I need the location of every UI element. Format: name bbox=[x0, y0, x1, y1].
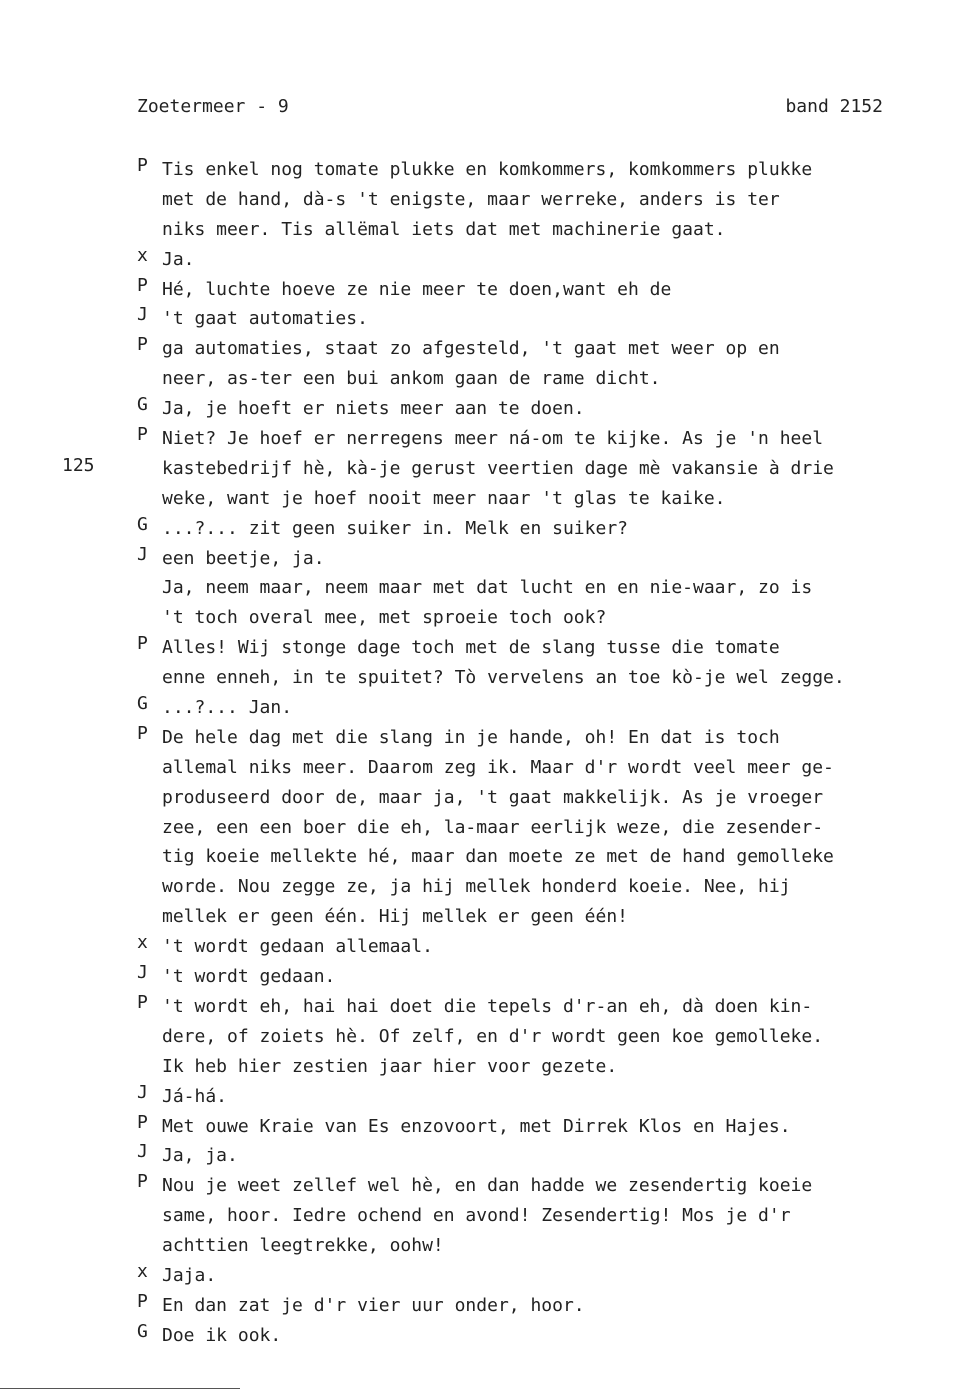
utterance-text bbox=[162, 1082, 953, 1112]
speaker-label: P bbox=[137, 1290, 148, 1312]
utterance bbox=[137, 693, 953, 723]
utterance-text bbox=[162, 932, 953, 962]
text-line: Ja. bbox=[162, 248, 195, 270]
speaker-label: G bbox=[137, 1320, 148, 1342]
speaker-label: P bbox=[137, 334, 148, 356]
speaker-label: J bbox=[137, 1081, 148, 1103]
text-line: zee, een een boer die eh, la-maar eerlijk weze, die zesender- bbox=[162, 816, 824, 838]
speaker-label: x bbox=[137, 1260, 148, 1282]
utterance-text bbox=[162, 1321, 953, 1351]
utterance bbox=[137, 633, 953, 693]
text-line: 't gaat automaties. bbox=[162, 308, 368, 330]
utterance bbox=[137, 304, 953, 334]
text-line: achttien leegtrekke, oohw! bbox=[162, 1235, 444, 1257]
text-line: Ja, neem maar, neem maar met dat lucht en en nie-waar, zo is bbox=[162, 577, 813, 599]
margin-line-number: 125 bbox=[62, 455, 95, 476]
speaker-label: J bbox=[137, 1141, 148, 1163]
speaker-label: P bbox=[137, 722, 148, 744]
text-line: weke, want je hoef nooit meer naar 't glas te kaike. bbox=[162, 487, 726, 509]
speaker-label: P bbox=[137, 1171, 148, 1193]
text-line: 't wordt gedaan. bbox=[162, 966, 336, 988]
utterance bbox=[137, 514, 953, 544]
utterance-text bbox=[162, 275, 953, 305]
utterance-text bbox=[162, 693, 953, 723]
utterance-text bbox=[162, 1261, 953, 1291]
text-line: Tis enkel nog tomate plukke en komkommers, komkommers plukke bbox=[162, 159, 813, 180]
utterance-text bbox=[162, 514, 953, 544]
document-title: Zoetermeer - 9 bbox=[137, 96, 289, 117]
speaker-label: P bbox=[137, 274, 148, 296]
speaker-label: P bbox=[137, 991, 148, 1013]
text-line: Hé, luchte hoeve ze nie meer te doen,want eh de bbox=[162, 278, 672, 300]
text-line: Ik heb hier zestien jaar hier voor gezete. bbox=[162, 1055, 618, 1077]
speaker-label: P bbox=[137, 424, 148, 446]
utterance-text bbox=[162, 245, 953, 275]
speaker-label: x bbox=[137, 932, 148, 954]
text-line: mellek er geen één. Hij mellek er geen één! bbox=[162, 906, 628, 928]
text-line: ...?... zit geen suiker in. Melk en suiker? bbox=[162, 517, 628, 539]
utterance-text bbox=[162, 633, 953, 693]
utterance bbox=[137, 245, 953, 275]
utterance-text bbox=[162, 1171, 953, 1261]
text-line: Met ouwe Kraie van Es enzovoort, met Dirrek Klos en Hajes. bbox=[162, 1115, 791, 1137]
text-line: Já-há. bbox=[162, 1085, 228, 1107]
utterance bbox=[137, 1112, 953, 1142]
text-line: tig koeie mellekte hé, maar dan moete ze met de hand gemolleke bbox=[162, 846, 834, 868]
text-line: Ja, ja. bbox=[162, 1145, 238, 1167]
text-line: 't wordt eh, hai hai doet die tepels d'r-an eh, dà doen kin- bbox=[162, 995, 813, 1017]
text-line: niks meer. Tis allëmal iets dat met machinerie gaat. bbox=[162, 218, 726, 240]
text-line: dere, of zoiets hè. Of zelf, en d'r wordt geen koe gemolleke. bbox=[162, 1025, 824, 1047]
text-line: ga automaties, staat zo afgesteld, 't gaat met weer op en bbox=[162, 338, 780, 360]
speaker-label: P bbox=[137, 155, 148, 176]
text-line: enne enneh, in te spuitet? Tò vervelens an toe kò-je wel zegge. bbox=[162, 667, 845, 689]
utterance bbox=[137, 275, 953, 305]
speaker-label: G bbox=[137, 394, 148, 416]
utterance-text bbox=[162, 992, 953, 1082]
text-line: Ja, je hoeft er niets meer aan te doen. bbox=[162, 398, 585, 420]
speaker-label: J bbox=[137, 304, 148, 326]
utterance bbox=[137, 424, 953, 514]
utterance bbox=[137, 1321, 953, 1351]
utterance bbox=[137, 1171, 953, 1261]
utterance-text bbox=[162, 544, 953, 634]
utterance bbox=[137, 1291, 953, 1321]
text-line: En dan zat je d'r vier uur onder, hoor. bbox=[162, 1294, 585, 1316]
tape-number: band 2152 bbox=[785, 96, 883, 117]
utterance bbox=[137, 155, 953, 245]
text-line: 't wordt gedaan allemaal. bbox=[162, 936, 433, 958]
text-line: allemal niks meer. Daarom zeg ik. Maar d'r wordt veel meer ge- bbox=[162, 756, 834, 778]
utterance-text bbox=[162, 334, 953, 394]
speaker-label: G bbox=[137, 693, 148, 715]
utterance bbox=[137, 334, 953, 394]
utterance-text bbox=[162, 155, 953, 245]
utterance bbox=[137, 394, 953, 424]
utterance-text bbox=[162, 1291, 953, 1321]
speaker-label: x bbox=[137, 244, 148, 266]
page-header bbox=[0, 96, 973, 120]
text-line: produseerd door de, maar ja, 't gaat makkelijk. As je vroeger bbox=[162, 786, 824, 808]
utterance-text bbox=[162, 424, 953, 514]
utterance-text bbox=[162, 962, 953, 992]
utterance bbox=[137, 932, 953, 962]
text-line: 't toch overal mee, met sproeie toch ook? bbox=[162, 607, 607, 629]
text-line: ...?... Jan. bbox=[162, 697, 293, 719]
text-line: Niet? Je hoef er nerregens meer ná-om te kijke. As je 'n heel bbox=[162, 428, 824, 450]
text-line: Alles! Wij stonge dage toch met de slang tusse die tomate bbox=[162, 637, 780, 659]
bottom-rule bbox=[0, 1388, 240, 1389]
text-line: Nou je weet zellef wel hè, en dan hadde we zesendertig koeie bbox=[162, 1175, 813, 1197]
utterance bbox=[137, 544, 953, 634]
speaker-label: P bbox=[137, 633, 148, 655]
text-line: worde. Nou zegge ze, ja hij mellek honderd koeie. Nee, hij bbox=[162, 876, 791, 898]
text-line: De hele dag met die slang in je hande, oh! En dat is toch bbox=[162, 726, 780, 748]
utterance-text bbox=[162, 394, 953, 424]
utterance bbox=[137, 723, 953, 932]
utterance bbox=[137, 1141, 953, 1171]
utterance bbox=[137, 1082, 953, 1112]
text-line: same, hoor. Iedre ochend en avond! Zesendertig! Mos je d'r bbox=[162, 1205, 791, 1227]
speaker-label: P bbox=[137, 1111, 148, 1133]
utterance bbox=[137, 992, 953, 1082]
utterance-text bbox=[162, 1141, 953, 1171]
text-line: neer, as-ter een bui ankom gaan de rame dicht. bbox=[162, 368, 661, 390]
text-line: een beetje, ja. bbox=[162, 547, 325, 569]
transcript bbox=[137, 155, 953, 1351]
speaker-label: J bbox=[137, 962, 148, 984]
utterance bbox=[137, 1261, 953, 1291]
speaker-label: J bbox=[137, 543, 148, 565]
utterance-text bbox=[162, 1112, 953, 1142]
utterance-text bbox=[162, 304, 953, 334]
utterance bbox=[137, 962, 953, 992]
text-line: met de hand, dà-s 't enigste, maar werreke, anders is ter bbox=[162, 188, 780, 210]
text-line: Doe ik ook. bbox=[162, 1324, 282, 1346]
text-line: kastebedrijf hè, kà-je gerust veertien dage mè vakansie à drie bbox=[162, 457, 834, 479]
speaker-label: G bbox=[137, 513, 148, 535]
utterance-text bbox=[162, 723, 953, 932]
text-line: Jaja. bbox=[162, 1264, 217, 1286]
